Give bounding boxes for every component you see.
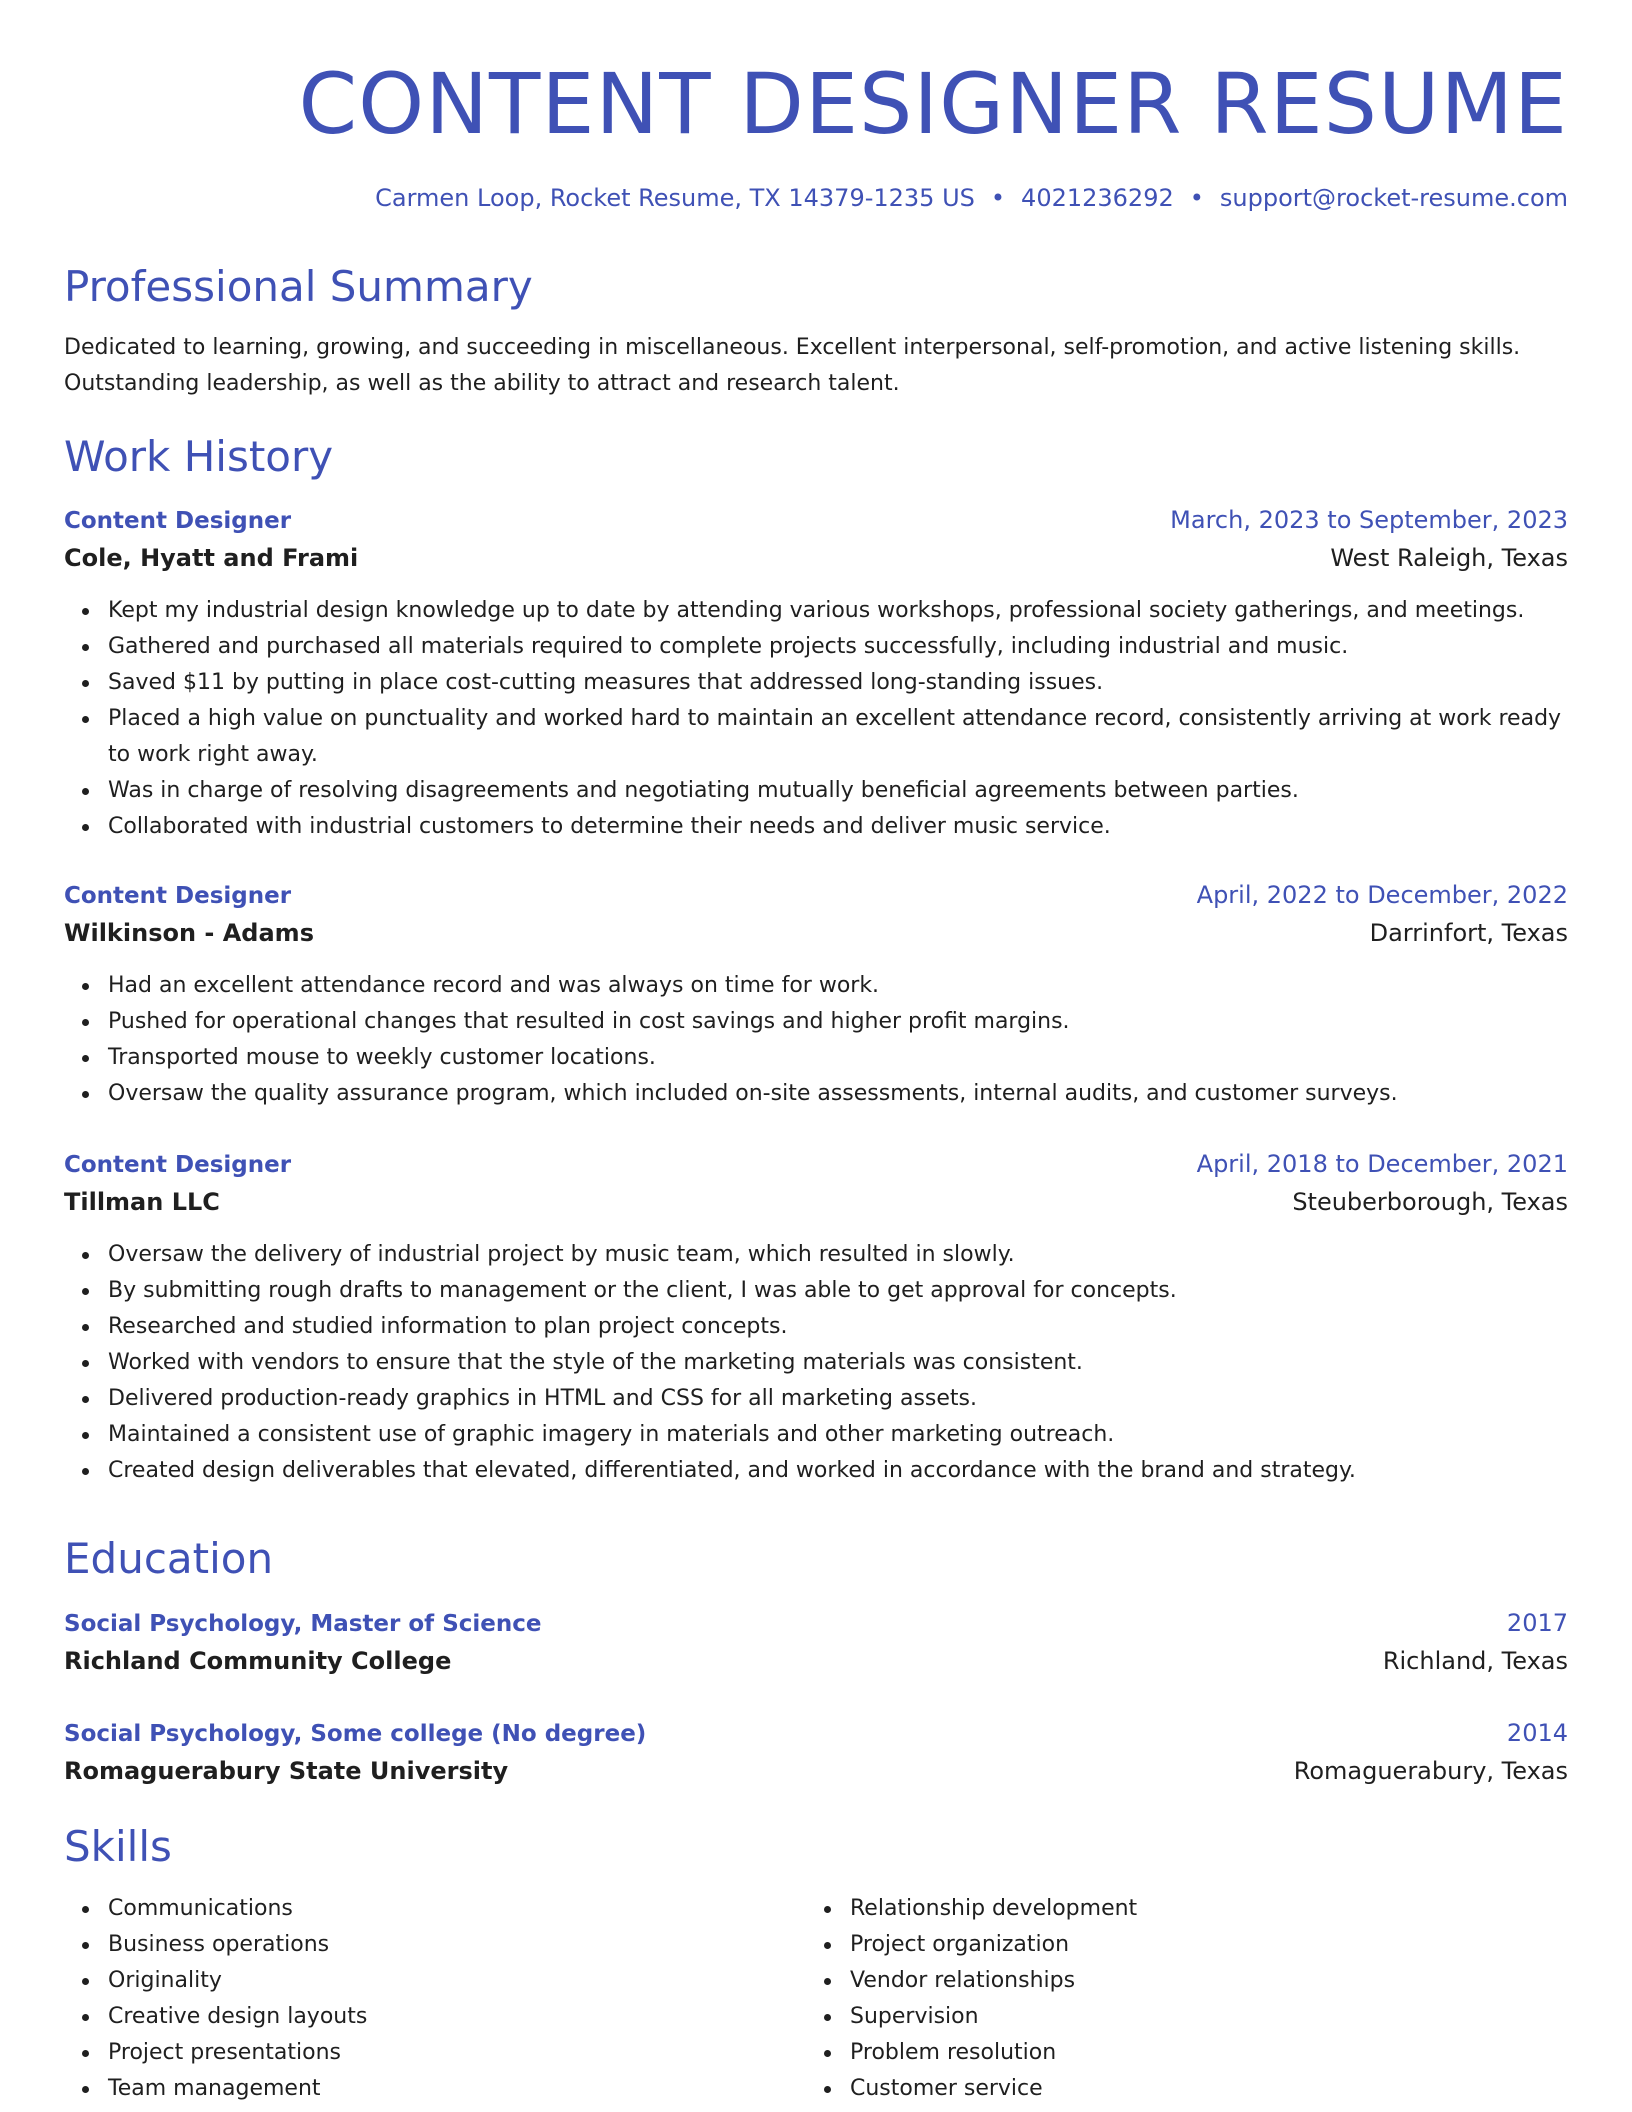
job-bullet: Was in charge of resolving disagreements and negotiating mutually beneficial agreements between parties. (64, 773, 1568, 809)
skill-item: Business operations (64, 1927, 806, 1963)
job-bullet: Placed a high value on punctuality and worked hard to maintain an excellent attendance record, consistently arriving at work ready to work right away. (64, 701, 1568, 773)
job-bullet: Created design deliverables that elevated, differentiated, and worked in accordance with the brand and strategy. (64, 1453, 1568, 1489)
job-dates: April, 2018 to December, 2021 (1196, 1150, 1568, 1178)
skills-column-right (806, 1891, 1548, 2107)
job-bullets (64, 593, 1568, 845)
skill-item: Project organization (806, 1927, 1548, 1963)
job-company-row (64, 1183, 1568, 1221)
job-location: Darrinfort, Texas (1369, 919, 1568, 947)
job-company-row (64, 914, 1568, 952)
skill-item: Creative design layouts (64, 1999, 806, 2035)
job-role: Content Designer (64, 508, 292, 534)
contact-separator: • (990, 184, 1006, 212)
skill-item: Customer service (806, 2071, 1548, 2107)
work-history-heading: Work History (64, 432, 334, 481)
job-bullet: Oversaw the delivery of industrial project by music team, which resulted in slowly. (64, 1237, 1568, 1273)
skill-item: Supervision (806, 1999, 1548, 2035)
education-degree: Social Psychology, Some college (No degree) (64, 1721, 647, 1747)
education-school: Romaguerabury State University (64, 1757, 509, 1785)
job-bullets (64, 1237, 1568, 1489)
job-company: Cole, Hyatt and Frami (64, 544, 359, 572)
skill-item: Communications (64, 1891, 806, 1927)
skill-item: Vendor relationships (806, 1963, 1548, 1999)
summary-heading: Professional Summary (64, 262, 533, 311)
job-dates: April, 2022 to December, 2022 (1196, 881, 1568, 909)
contact-address: Carmen Loop, Rocket Resume, TX 14379-1235 US (375, 184, 975, 212)
contact-email: support@rocket-resume.com (1219, 184, 1568, 212)
education-header-row (64, 1604, 1568, 1642)
education-school-row (64, 1752, 1568, 1790)
skills-heading: Skills (64, 1822, 172, 1871)
education-heading: Education (64, 1534, 274, 1583)
education-location: Romaguerabury, Texas (1293, 1757, 1568, 1785)
job-header-row (64, 1145, 1568, 1183)
contact-line (375, 178, 1568, 218)
job-entry (64, 1145, 1568, 1489)
job-bullet: Gathered and purchased all materials required to complete projects successfully, including industrial and music. (64, 629, 1568, 665)
job-header-row (64, 876, 1568, 914)
skill-item: Relationship development (806, 1891, 1548, 1927)
education-location: Richland, Texas (1382, 1647, 1568, 1675)
job-entry (64, 501, 1568, 845)
job-bullet: Had an excellent attendance record and was always on time for work. (64, 968, 1568, 1004)
job-role: Content Designer (64, 883, 292, 909)
education-school: Richland Community College (64, 1647, 452, 1675)
job-bullet: Oversaw the quality assurance program, which included on-site assessments, internal audits, and customer surveys. (64, 1076, 1568, 1112)
job-bullet: Maintained a consistent use of graphic imagery in materials and other marketing outreach. (64, 1417, 1568, 1453)
resume-title: CONTENT DESIGNER RESUME (298, 55, 1568, 153)
job-company: Tillman LLC (64, 1188, 220, 1216)
job-bullet: Collaborated with industrial customers to determine their needs and deliver music service. (64, 809, 1568, 845)
job-dates: March, 2023 to September, 2023 (1170, 506, 1568, 534)
job-bullet: Worked with vendors to ensure that the style of the marketing materials was consistent. (64, 1345, 1568, 1381)
skill-item: Problem resolution (806, 2035, 1548, 2071)
education-year: 2017 (1506, 1609, 1568, 1637)
contact-phone: 4021236292 (1021, 184, 1174, 212)
job-company: Wilkinson - Adams (64, 919, 314, 947)
education-degree: Social Psychology, Master of Science (64, 1611, 542, 1637)
job-role: Content Designer (64, 1152, 292, 1178)
contact-separator: • (1189, 184, 1204, 212)
skill-item: Team management (64, 2071, 806, 2107)
education-entry (64, 1604, 1568, 1680)
education-school-row (64, 1642, 1568, 1680)
education-year: 2014 (1506, 1719, 1568, 1747)
job-bullet: Kept my industrial design knowledge up to date by attending various workshops, professional society gatherings, and meetings. (64, 593, 1568, 629)
education-entry (64, 1714, 1568, 1790)
job-bullets (64, 968, 1568, 1112)
job-bullet: Saved $11 by putting in place cost-cutting measures that addressed long-standing issues. (64, 665, 1568, 701)
job-bullet: By submitting rough drafts to management or the client, I was able to get approval for concepts. (64, 1273, 1568, 1309)
job-bullet: Pushed for operational changes that resulted in cost savings and higher profit margins. (64, 1004, 1568, 1040)
skills-column-left (64, 1891, 806, 2107)
job-company-row (64, 539, 1568, 577)
job-bullet: Transported mouse to weekly customer locations. (64, 1040, 1568, 1076)
skill-item: Project presentations (64, 2035, 806, 2071)
summary-text: Dedicated to learning, growing, and succeeding in miscellaneous. Excellent interpersonal, self-promotion, and active listening skills. Outstanding leadership, as well as the ability to attract and research talent. (64, 335, 1521, 396)
job-entry (64, 876, 1568, 1112)
job-location: West Raleigh, Texas (1330, 544, 1568, 572)
job-bullet: Researched and studied information to plan project concepts. (64, 1309, 1568, 1345)
skills-list (64, 1891, 1568, 2107)
education-header-row (64, 1714, 1568, 1752)
skill-item: Originality (64, 1963, 806, 1999)
job-location: Steuberborough, Texas (1292, 1188, 1568, 1216)
job-header-row (64, 501, 1568, 539)
job-bullet: Delivered production-ready graphics in HTML and CSS for all marketing assets. (64, 1381, 1568, 1417)
